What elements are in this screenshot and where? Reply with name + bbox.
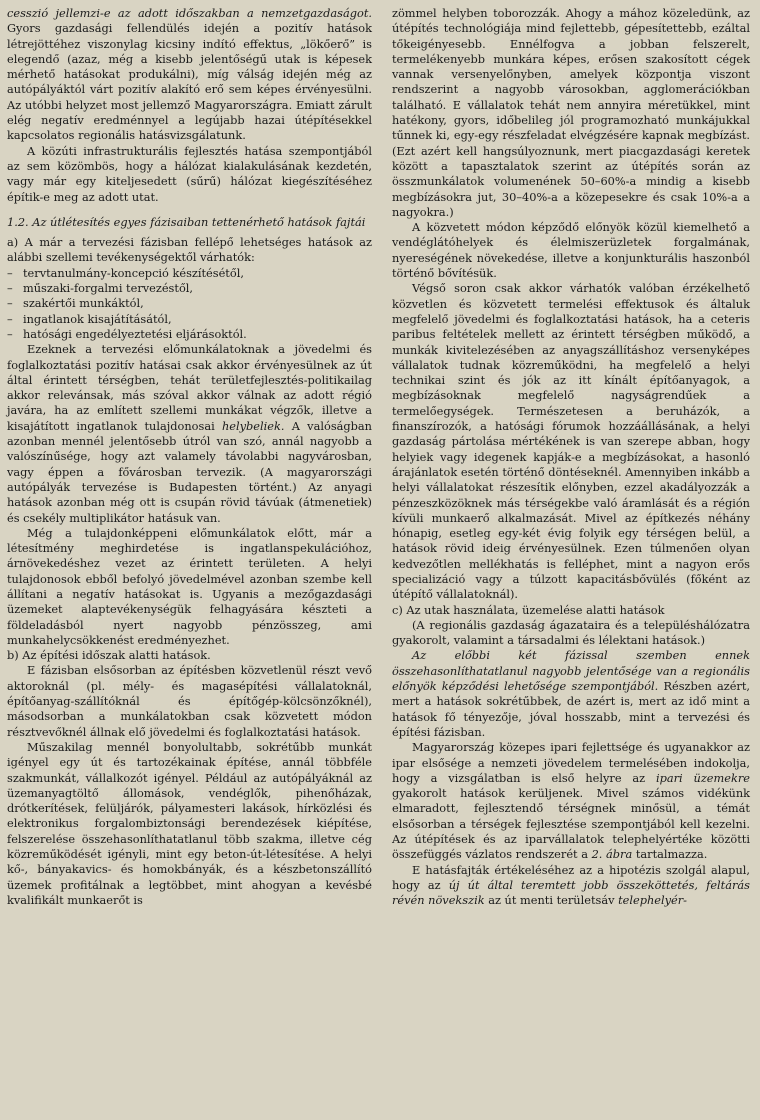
list-item: – ingatlanok kisajátításától, [7,312,372,327]
italic-text-run: telephelyér- [618,893,688,908]
italic-text-run: 2. ábra [591,847,633,862]
italic-text-run: Az előbbi két fázissal szemben ennek összehasonlíthatatlanul nagyobb jelentősége van a regionális előnyök képződési lehetősége szempontjából. [392,648,750,694]
text-run: Ezeknek a tervezési előmunkálatoknak a jövedelmi és foglalkoztatási pozitív hatásai csak akkor érvényesülnek az út által érintett térségben, tehát területfejlesztés-politikailag akkor relevánsak, más szóval akkor válnak az adott régió javára, ha az említett szellemi munkákat végzők, illetve a kisajátított ingatlanok tulajdonosai [7,342,372,433]
text-run: Magyarország közepes ipari fejlettsége és ugyanakkor az ipar elsősége a nemzeti jövedelem termelésében indokolja, hogy a vizsgálatban is első helyre az [392,740,750,785]
subsection-heading: c) Az utak használata, üzemelése alatti hatások [392,602,665,617]
italic-text-run: új út által teremtett jobb összeköttetés, feltárás révén növekszik [392,877,750,908]
section-heading: 1.2. Az útlétesítés egyes fázisaiban tettenérhető hatások fajtái [7,214,366,229]
text-run: A valóságban azonban mennél jelentősebb útról van szó, annál nagyobb a valószínűsége, hogy azt valamely távolabbi nagyvárosban, vagy éppen a fővárosban tervezik. (A magyarországi autópályák tervezése is Budapesten történt.) Az anyagi hatások azonban még ott is csupán rövid távúak (átmenetiek) és csekély multiplikátor hatásuk van. [7,418,372,525]
subsection-intro: a) A már a tervezési fázisban fellépő lehetséges hatások az alábbi szellemi tevékenységektől várhatók: [7,235,372,265]
list-item: – szakértői munkáktól, [7,296,372,311]
italic-text-run: cesszió jellemzi-e az adott időszakban a nemzetgazdaságot. [7,6,372,20]
text-run: E hatásfajták értékeléséhez az a hipotézis szolgál alapul, hogy az [392,862,750,892]
paragraph: E fázisban elsősorban az építésben közvetlenül részt vevő aktoroknál (pl. mély- és magasépítési vállalatoknál, építőanyag-szállítóknál és építőgép-kölcsönzőknél), másodsorban a munkálatokban csak közvetett módon résztvevőknél állnak elő jövedelmi és foglalkoztatási hatások. [7,663,372,739]
italic-text-run: ipari üzemekre [655,770,750,785]
paragraph: A közvetett módon képződő előnyök közül kiemelhető a vendéglátóhelyek és élelmiszerüzletek forgalmának, nyereségének növekedése, illetve a konjunkturális haszonból történő bővítésük. [392,220,750,281]
paragraph [7,342,372,526]
paragraph: Végső soron csak akkor várhatók valóban érzékelhető közvetlen és közvetett termelési effektusok és általuk megfelelő jövedelmi és foglalkoztatási hatások, ha a ceteris paribus feltételek mellett az érintett térségben működő, a munkák kivitelezésében az anyagszállításhoz versenyképes vállalatok tudnak közreműködni, ha megfelelő a helyi technikai szint és jók az itt kínált építőanyagok, a megbízásoknak megfelelő nagyságrendűek a termelőegységek. Természetesen a beruházók, a finanszírozók, a hatósági fórumok hozzáállásának, a helyi gazdaság pártolása mértékének is van szerepe abban, hogy helyiek vagy idegenek kapják-e a megbízásokat, a hasonló árajánlatok esetén történő döntéseknél. Amennyiben inkább a helyi vállalatokat részesítik előnyben, ezzel akadályozzák a pénzeszközöknek más térségekbe való áramlását és a régión kívüli munkaerő alkalmazását. Mivel az építkezés néhány hónapig, esetleg egy-két évig folyik egy térségen belül, a hatások rövid ideig érvényesülnek. Ezen túlmenően olyan kedvezőtlen mellékhatás is felléphet, mint a nagyon erős specializáció vagy a túlzott kapacitásbővülés (főként az útépítő vállalatoknál). [392,281,750,602]
list-item: – műszaki-forgalmi tervezéstől, [7,281,372,296]
text-run: az út menti területsáv [484,893,619,908]
paragraph [392,648,750,740]
paragraph: zömmel helyben toborozzák. Ahogy a mához közeledünk, az útépítés technológiája mind fejlettebb, gépesítettebb, ezáltal tőkeigényesebb. Ennélfogva a jobban felszerelt, termelékenyebb munkára képes, erősen szakosított cégek vannak versenyelőnyben, amelyek központja viszont rendszerint a nagyobb városokban, agglomerációkban található. E vállalatok tehát nem annyira méretükkel, mint hatékony, gyors, időbelileg jól programozható munkájukkal tűnnek ki, egy-egy részfeladat elvégzésére kapnak megbízást. (Ezt azért kell hangsúlyoznunk, mert piacgazdasági keretek között a tapasztalatok szerint az útépítés során az összmunkálatok volumenének 50–60%-a mindig a kisebb megbízásokra jut, 30–40%-a a közepesekre és csak 10%-a a nagyokra.) [392,6,750,219]
paragraph: A közúti infrastrukturális fejlesztés hatása szempontjából az sem közömbös, hogy a hálózat kialakulásának kezdetén, vagy már egy kiteljesedett (sűrű) hálózat kiegészítéséhez építik-e meg az adott utat. [7,143,372,204]
activity-list [7,266,372,342]
subsection-heading: b) Az építési időszak alatti hatások. [7,648,211,663]
text-run: Részben azért, mert a hatások sokrétűbbek, de azért is, mert az idő mint a hatások fő tényezője, jóval hosszabb, mint a tervezési és építési fázisban. [392,679,750,739]
list-item: – tervtanulmány-koncepció készítésétől, [7,266,372,281]
paragraph [7,6,372,144]
text-run: tartalmazza. [632,847,708,862]
paragraph: Még a tulajdonképpeni előmunkálatok előtt, már a létesítmény meghirdetése is ingatlanspekulációhoz, árnövekedéshez vezet az érintett területen. A helyi tulajdonosok ebből befolyó jövedelmével azonban szembe kell állítani a negatív hatásokat is. Ugyanis a mezőgazdasági üzemeket alaptevékenységük felhagyására készteti a földeladásból nyert nagyobb pénzösszeg, ami munkahelycsökkenést eredményezhet. [7,525,372,647]
text-run: Gyors gazdasági fellendülés idején a pozitív hatások létrejöttéhez viszonylag kicsiny indító effektus, „lökőerő” is elegendő (azaz, még a kisebb jelentőségű utak is képesek mérhető hatásokat produkálni), míg válság idején még az autópályáktól várt pozitív alakító erő sem képes érvényesülni. Az utóbbi helyzet most jellemző Magyarországra. Emiatt zárult elég negatív eredménnyel a legújabb hazai útépítésekkel kapcsolatos regionális hatásvizsgálatunk. [7,21,372,143]
list-item: – hatósági engedélyeztetési eljárásoktól. [7,327,372,342]
right-column [392,6,750,909]
paragraph [392,740,750,862]
italic-text-run: helybeliek. [221,418,285,433]
paragraph [392,863,750,909]
text-run: gyakorolt hatások kerüljenek. Mivel számos vidékünk elmaradott, fejlesztendő térségnek minősül, a témát elsősorban a térségek fejlesztése szempontjából kell kezelni. Az útépítések és az iparvállalatok telephelyértéke közötti összefüggés vázlatos rendszerét a [392,786,750,862]
paragraph: Műszakilag mennél bonyolultabb, sokrétűbb munkát igényel egy út és tartozékainak építése, annál többféle szakmunkát, vállalkozót igényel. Például az autópályáknál az üzemanyagtöltő állomások, vendéglők, pihenőházak, drótkerítések, felüljárók, pályamesteri lakások, hírközlési és elektronikus forgalombiztonsági berendezések kiépítése, felszerelése összehasonlíthatatlanul több szakma, illetve cég közreműködését igényli, mint egy beton-út-létesítése. A helyi kő-, bányakavics- és homokbányák, és a készbetonszállító üzemek profitálnak a legtöbbet, mint ahogyan a kevésbé kvalifikált munkaerőt is [7,739,372,907]
left-column [7,6,372,908]
paragraph: (A regionális gazdaság ágazataira és a településhálózatra gyakorolt, valamint a társadalmi és lélektani hatások.) [392,617,750,648]
